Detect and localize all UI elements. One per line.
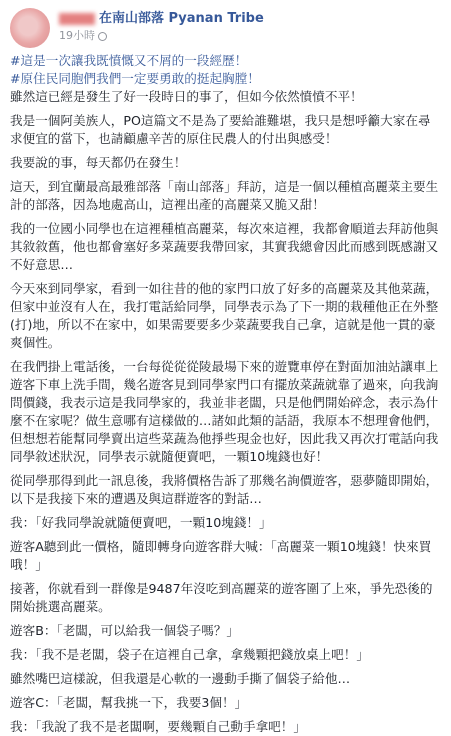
post-paragraph: 我：「我不是老闆，袋子在這裡自己拿，拿幾顆把錢放桌上吧！」: [10, 647, 369, 662]
post-paragraph: 我的一位國小同學也在這裡種植高麗菜，每次來這裡，我都會順道去拜訪他與其敘敘舊，他也都會塞好多菜蔬要我帶回家，其實我總會因此而感到既感謝又不好意思…: [10, 221, 439, 272]
post-paragraph: 接著，你就看到一群像是9487年沒吃到高麗菜的遊客圍了上來，爭先恐後的開始挑選高麗菜。: [10, 581, 433, 614]
post-timestamp[interactable]: [59, 28, 264, 43]
globe-icon: [98, 32, 107, 41]
hashtag-link[interactable]: #原住民同胞們我們一定要勇敢的挺起胸膛！: [10, 71, 260, 86]
timestamp-text: 19小時: [59, 29, 95, 42]
post-paragraph: 遊客B：「老闆，可以給我一個袋子嗎？」: [10, 623, 240, 638]
post-paragraph: 這天，到宜蘭最高最雅部落「南山部落」拜訪，這是一個以種植高麗菜主要生計的部落，因為地處高山，這裡出產的高麗菜又脆又甜！: [10, 179, 439, 212]
post-header: [0, 0, 451, 50]
author-line: [59, 10, 264, 27]
hashtag-block: [10, 52, 443, 106]
author-avatar[interactable]: [10, 8, 50, 48]
post-paragraph: 我要說的事，每天都仍在發生！: [10, 155, 187, 170]
hashtag-link[interactable]: #這是一次讓我既憤慨又不屑的一段經歷！: [10, 53, 248, 68]
blurred-author-name[interactable]: [59, 13, 95, 25]
post-paragraph: 遊客A聽到此一價格，隨即轉身向遊客群大喊：「高麗菜一顆10塊錢！快來買哦！」: [10, 539, 432, 572]
post-paragraph: 雖然這已經是發生了好一段時日的事了，但如今依然憤憤不平！: [10, 89, 363, 104]
post-meta: [59, 10, 264, 43]
post-paragraph: 從同學那得到此一訊息後，我將價格告訴了那幾名詢價遊客，惡夢隨即開始，以下是我接下來的遭遇及與這群遊客的對話…: [10, 473, 439, 506]
post-paragraph: 我是一個阿美族人，PO這篇文不是為了要給誰難堪，我只是想呼籲大家在尋求便宜的當下，也請顧慮辛苦的原住民農人的付出與感受！: [10, 113, 431, 146]
post-paragraph: 在我們掛上電話後，一台每從從從陵最場下來的遊覽車停在對面加油站讓車上遊客下車上洗手間，幾名遊客見到同學家門口有擺放菜蔬就靠了過來，向我詢問價錢，我表示這是我同學家的，我並非老闆，只是他們開始碎念，表示為什麼不在家呢？做生意哪有這樣做的…諸如此類的話語，我原本不想理會他們，但想想若能幫同學賣出這些菜蔬為他掙些現金也好，因此我又再次打電話向我同學敘述狀況，同學表示就隨便賣吧，一顆10塊錢也好！: [10, 359, 439, 464]
post-body: [0, 50, 451, 736]
post-paragraph: 遊客C：「老闆，幫我挑一下，我要3個！」: [10, 695, 248, 710]
post-paragraph: 雖然嘴巴這樣說，但我還是心軟的一邊動手撕了個袋子給他…: [10, 671, 351, 686]
post-paragraph: 我：「好我同學說就隨便賣吧，一顆10塊錢！」: [10, 515, 272, 530]
post-paragraph: 今天來到同學家，看到一如往昔的他的家門口放了好多的高麗菜及其他菜蔬，但家中並沒有人在，我打電話給同學，同學表示為了下一期的栽種他正在外整(打)地，所以不在家中，如果需要要多少菜蔬要我自己拿，這就是他一貫的豪爽個性。: [10, 281, 439, 350]
check-in-location-link[interactable]: 在南山部落 Pyanan Tribe: [99, 11, 264, 26]
post-paragraph: 我：「我說了我不是老闆啊，要幾顆自己動手拿吧！」: [10, 719, 306, 734]
